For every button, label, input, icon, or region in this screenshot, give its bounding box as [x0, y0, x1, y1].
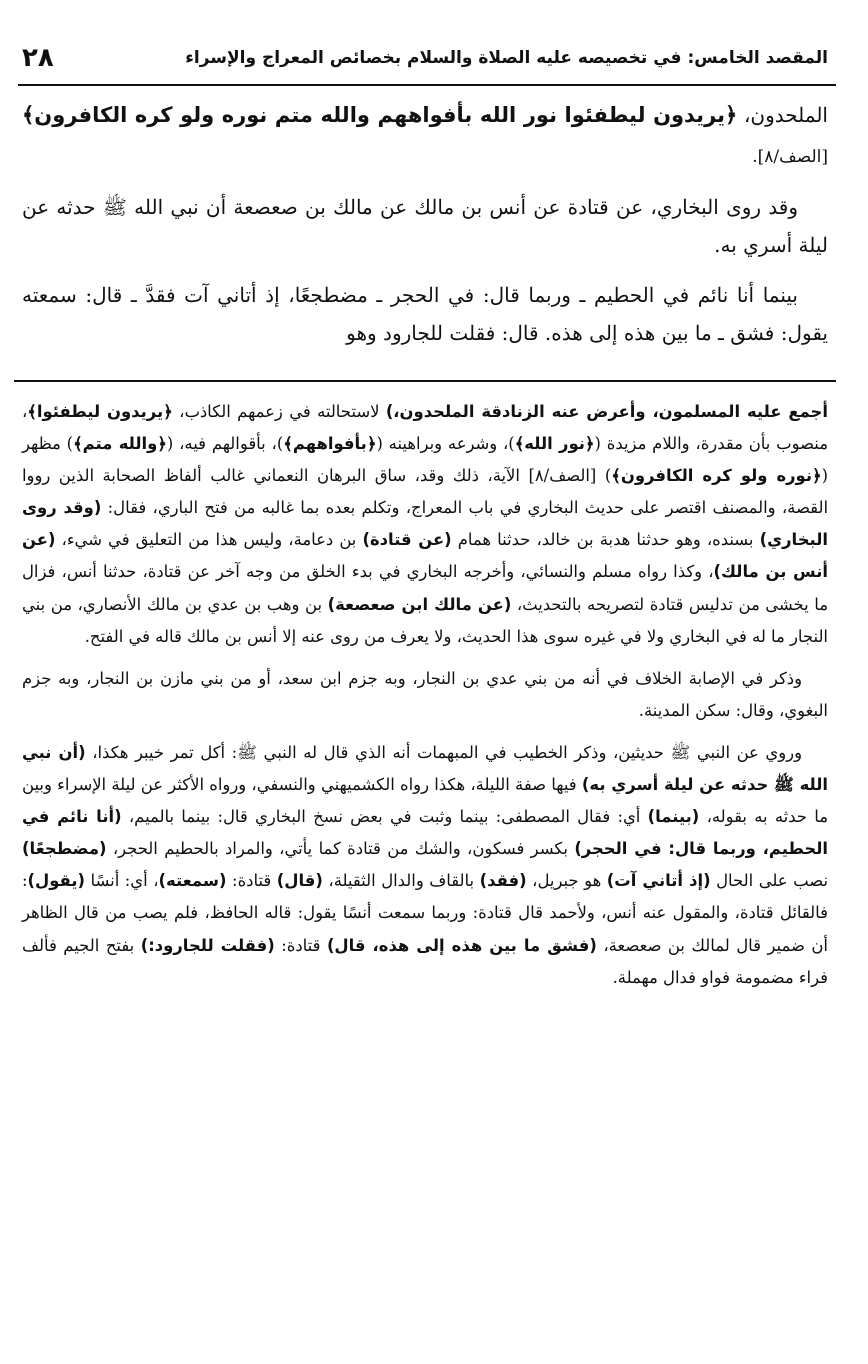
commentary-text: )، وشرعه وبراهينه (: [376, 434, 515, 454]
commentary-lemma: ﴿نور الله﴾: [514, 434, 595, 454]
commentary-lemma: (أن نبي الله ﷺ حدثه عن ليلة أسري به): [22, 742, 829, 795]
main-paragraph: بينما أنا نائم في الحطيم ـ وربما قال: في الحجر ـ مضطجعًا، إذ أتاني آت فقدَّ ـ قال: سمعته يقول: فشق ـ ما بين هذه إلى هذه. قال: فقلت للجارود وهو: [22, 283, 828, 345]
commentary-text: ) [الصف/٨] الآية، ذلك وقد، ساق البرهان النعماني غالب ألفاظ الصحابة الذين رووا القصة، والمصنف اقتصر على حديث البخاري في باب المعراج، وتكلم بعده بما غالبه من فتح الباري، فقال:: [22, 466, 828, 518]
commentary-lemma: ﴿بأفواههم﴾: [283, 434, 377, 454]
commentary-paragraph: [22, 737, 828, 994]
commentary-text: هو جبريل،: [526, 871, 607, 891]
commentary-lemma: ﴿يريدون ليطفئوا﴾: [27, 402, 173, 421]
commentary-lemma: (فقد): [479, 871, 527, 891]
page-header: [22, 38, 828, 78]
commentary-text: بفتح الجيم فألف فراء مضمومة فواو فدال مهملة.: [22, 935, 828, 987]
commentary-text: ، منصوب بأن مقدرة، واللام مزيدة (: [22, 402, 828, 454]
commentary-lemma: (فقلت للجارود:): [140, 935, 275, 955]
commentary-text: وذكر في الإصابة الخلاف في أنه من بني عدي بن النجار، وبه جزم ابن سعد، أو من بني مازن بن النجار، وبه جزم البغوي، وقال: سكن المدينة.: [22, 668, 828, 720]
commentary-lemma: (قال): [276, 871, 323, 891]
commentary-paragraph: [22, 663, 828, 727]
commentary-lemma: (يقول): [27, 871, 85, 891]
commentary-text: فيها صفة الليلة، هكذا رواه الكشميهني والنسفي، ورواه الأكثر عن ليلة الإسراء وبين ما حدثه به بقوله،: [22, 775, 828, 827]
commentary-lemma: أجمع عليه المسلمون، وأعرض عنه الزنادقة الملحدون،): [385, 402, 828, 421]
commentary-lemma: (أنا نائم في الحطيم، وربما قال: في الحجر): [22, 807, 828, 859]
main-paragraph: [22, 96, 828, 176]
commentary-lemma: (مضطجعًا): [22, 839, 107, 859]
commentary-lemma: (وقد روى البخاري): [22, 498, 828, 550]
commentary-text: نصب على الحال: [710, 871, 829, 891]
commentary-lemma: (عن أنس بن مالك): [22, 530, 828, 582]
running-title: المقصد الخامس: في تخصيصه عليه الصلاة والسلام بخصائص المعراج والإسراء: [185, 48, 828, 68]
header-rule: [18, 84, 836, 86]
commentary-text: قتادة:: [226, 871, 277, 891]
footnote-divider: [14, 380, 836, 382]
commentary-text: لاستحالته في زعمهم الكاذب،: [172, 402, 386, 421]
commentary-text: : فالقائل قتادة، والمقول عنه أنس، ولأحمد قال قتادة: وربما سمعت أنسًا يقول: قاله الحافظ، فلم يصب من قال الظاهر أن ضمير قال لمالك بن صعصعة،: [22, 871, 828, 955]
commentary-lemma: (فشق ما بين هذه إلى هذه، قال): [326, 935, 597, 955]
commentary-text: بن دعامة، وليس هذا من التعليق في شيء،: [55, 530, 363, 550]
page-number: ٢٨: [22, 43, 54, 73]
main-paragraph: وقد روى البخاري، عن قتادة عن أنس بن مالك عن مالك بن صعصعة أن نبي الله ﷺ حدثه عن ليلة أسري به.: [22, 195, 828, 257]
main-text-segment: الملحدون،: [737, 103, 828, 127]
commentary-text: ، وكذا رواه مسلم والنسائي، وأخرجه البخاري في بدء الخلق من وجه آخر عن قتادة، حدثنا أنس، فزال ما يخشى من تدليس قتادة لتصريحه بالتحديث،: [22, 562, 829, 614]
commentary-lemma: (عن قتادة): [362, 530, 452, 550]
commentary-text: بكسر فسكون، والشك من قتادة كما يأتي، والمراد بالحطيم الحجر،: [106, 839, 575, 859]
commentary-text: ، أي: أنسًا: [84, 871, 159, 891]
main-text: [22, 96, 828, 364]
commentary-text: وروي عن النبي ﷺ حديثين، وذكر الخطيب في المبهمات أنه الذي قال له النبي ﷺ: أكل تمر خيبر هكذا،: [85, 742, 803, 762]
commentary-lemma: (إذ أتاني آت): [606, 871, 711, 891]
commentary-text: ) مظهر (: [22, 434, 828, 486]
commentary-lemma: ﴿نوره ولو كره الكافرون﴾: [611, 466, 822, 486]
commentary-text: أي: فقال المصطفى: بينما وثبت في بعض نسخ البخاري قال: بينما بالميم،: [121, 807, 648, 827]
commentary-text: بالقاف والدال الثقيلة،: [322, 871, 480, 891]
commentary-lemma: ﴿والله متم﴾: [73, 434, 167, 454]
commentary-text: بن وهب بن عدي بن مالك الأنصاري، من بني النجار ما له في البخاري ولا في غيره سوى هذا الحديث، ولا يعرف من روى عنه إلا أنس بن مالك قاله في الفتح.: [22, 594, 828, 646]
commentary-paragraph: [22, 396, 828, 653]
commentary-text: )، بأقوالهم فيه، (: [166, 434, 284, 454]
commentary-lemma: (عن مالك ابن صعصعة): [327, 594, 512, 614]
commentary-section: [22, 396, 828, 1004]
verse-citation: [الصف/٨].: [752, 147, 828, 167]
commentary-text: قتادة:: [274, 935, 327, 955]
commentary-lemma: (بينما): [647, 807, 700, 827]
quran-verse: ﴿يريدون ليطفئوا نور الله بأفواههم والله متم نوره ولو كره الكافرون﴾: [22, 103, 738, 127]
commentary-lemma: (سمعته): [158, 871, 227, 891]
commentary-text: بسنده، وهو حدثنا هدبة بن خالد، حدثنا همام: [451, 530, 760, 550]
